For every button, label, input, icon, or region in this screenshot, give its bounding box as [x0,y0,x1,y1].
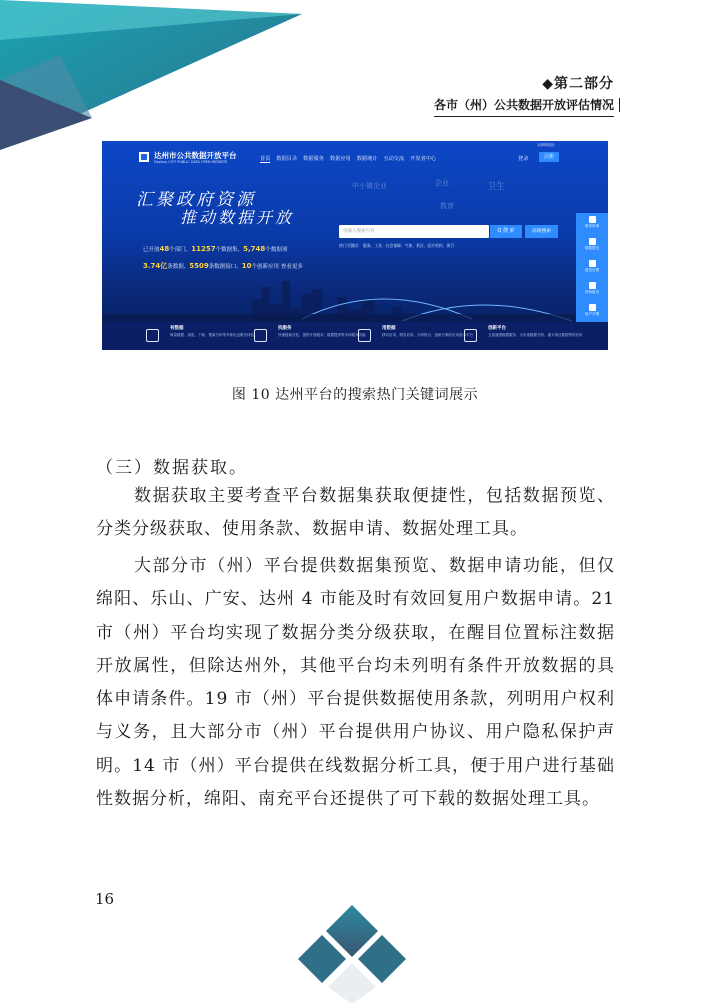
login-link[interactable]: 登录 [518,156,529,162]
side-manual[interactable]: 用户手册 [576,301,608,323]
hot-keywords[interactable]: 热门关键词： 服务、工业、社会保障、气象、景区、医疗机构、街行 [339,243,455,248]
city-skyline-image [102,259,608,324]
side-data-submit[interactable]: 数据提交 [576,235,608,257]
platform-screenshot [102,141,608,350]
apps-grid-icon [358,329,371,342]
nav-apps[interactable]: 数据应用 [329,156,351,162]
side-feedback[interactable]: 意见反馈 [576,257,608,279]
platform-logo-icon [138,151,150,163]
slogan-line-2: 推动数据开放 [180,208,295,227]
nav-services[interactable]: 数据服务 [303,156,324,162]
section-part-label: ◆第二部分 [542,76,614,92]
advanced-search-button[interactable]: 高级搜索 [525,225,558,238]
slogan-line-1: 汇聚政府资源 [136,190,256,210]
data-search-icon [146,329,159,342]
accessibility-link[interactable]: 无障碍阅读 [537,143,555,147]
stats-line-1: 已开放48个部门、11257个数据集、5,748个数据项 [143,245,288,253]
nav-stats[interactable]: 数据统计 [356,156,378,162]
platform-subtitle: Dazhou CITY PUBLIC DATA OPEN WEBSITE [154,160,228,164]
body-paragraph: 数据获取主要考查平台数据集获取便捷性，包括数据预览、分类分级获取、使用条款、数据申请、数据处理工具。 [96,486,615,540]
register-button[interactable]: 注册 [539,152,559,162]
platform-nav [102,141,608,173]
footer-decoration [286,903,418,1004]
nav-home[interactable]: 首页 [260,156,271,162]
list-icon [464,329,477,342]
chart-icon [254,329,267,342]
platform-title: 达州市公共数据开放平台 [154,151,237,160]
side-consult[interactable]: 咨询留言 [576,279,608,301]
nav-catalog[interactable]: 数据目录 [276,156,298,162]
figure-caption: 图 10 达州平台的搜索热门关键词展示 [231,387,479,403]
section-subtitle: 各市（州）公共数据开放评估情况 [434,96,614,117]
search-button[interactable]: Q 搜 索 [490,225,522,238]
search-placeholder: 请输入搜索内容 [343,229,375,234]
bg-word: 卫生 [487,182,506,192]
side-demand-apply[interactable]: 需求申请 [576,213,608,235]
section-title: （三）数据获取。 [96,458,248,478]
bg-word: 中小微企业 [352,182,387,190]
body-paragraph: 大部分市（州）平台提供数据集预览、数据申请功能，但仅绵阳、乐山、广安、达州 4 市能及时有效回复用户数据申请。21 市（州）平台均实现了数据分类分级获取，在醒目位置标注数据开放属性，但除达州外，其他平台均未列明有条件开放数据的具体申请条件。19 市（州）平台提供数据使用条款，列明用户权利与义务，且大部分市（州）平台提供用户协议、用户隐私保护声明。14 市（州）平台提供在线数据分析工具，便于用户进行基础性数据分析，绵阳、南充平台还提供了可下载的数据处理工具。 [96,556,615,810]
nav-interaction[interactable]: 互动交流 [383,156,405,162]
page-number: 16 [95,890,115,908]
feature-bar: 有数据 海量数据、浏览、下载、搜索分析等多种优良服务体验 找服务 快速搜索开放、提供开放服务、数据提供等多种服务功能 用数据 移动应用、网页应用、分析报告、创新方案的应用展示平台 创新平台 卫星遥感数据服务、为实现数据分析、重大项目数据等的应用 [102,322,608,350]
bg-word: 教育 [440,202,454,210]
stats-line-2: 3.74亿条数据、5509条数据接口、10个创新应用 查看更多 [143,262,303,270]
bg-word: 企业 [435,179,449,187]
nav-developer[interactable]: 开发者中心 [410,156,437,162]
